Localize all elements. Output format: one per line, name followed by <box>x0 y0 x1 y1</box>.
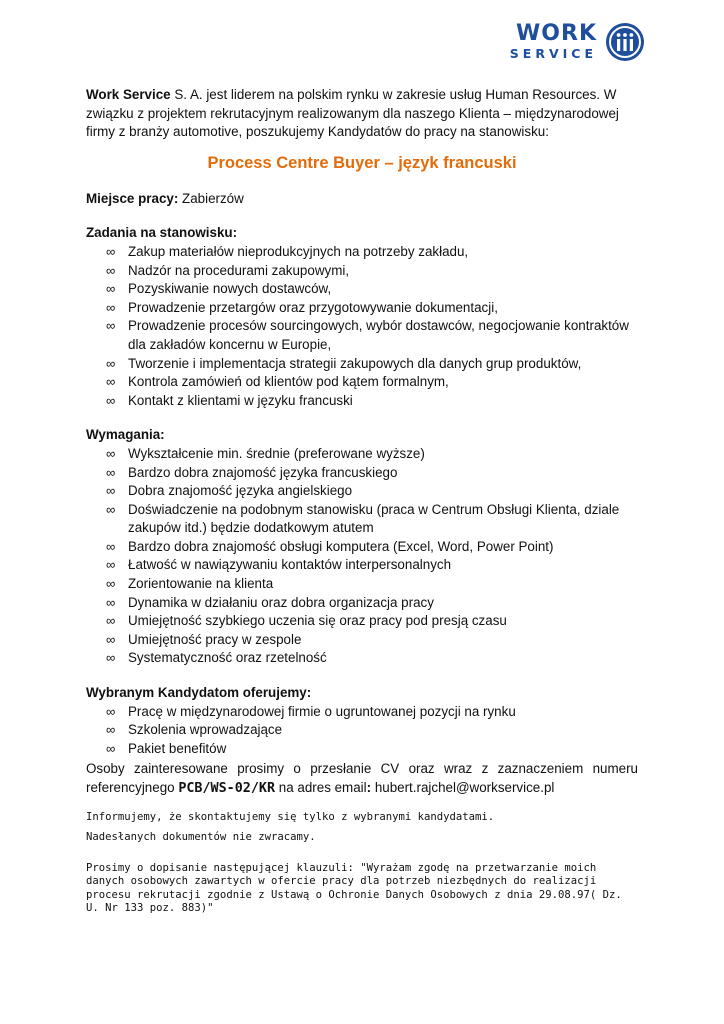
logo-badge-icon <box>605 22 645 62</box>
requirements-heading: Wymagania: <box>86 427 165 443</box>
list-item: ∞ Pozyskiwanie nowych dostawców, <box>86 280 638 299</box>
logo-text-service: SERVICE <box>509 46 597 61</box>
infinity-bullet-icon: ∞ <box>106 594 116 610</box>
infinity-bullet-icon: ∞ <box>106 281 116 297</box>
infinity-bullet-icon: ∞ <box>106 501 116 517</box>
list-item: ∞ Umiejętność pracy w zespole <box>86 631 638 650</box>
infinity-bullet-icon: ∞ <box>106 445 116 461</box>
infinity-bullet-icon: ∞ <box>106 243 116 259</box>
list-item: ∞ Kontrola zamówień od klientów pod kątem formalnym, <box>86 373 638 392</box>
list-item: ∞ Dobra znajomość języka angielskiego <box>86 482 638 501</box>
offer-heading: Wybranym Kandydatom oferujemy: <box>86 685 312 701</box>
infinity-bullet-icon: ∞ <box>106 613 116 629</box>
list-item: ∞ Bardzo dobra znajomość języka francuskiego <box>86 464 638 483</box>
reference-number: PCB/WS-02/KR <box>178 781 276 796</box>
list-item: ∞ Zorientowanie na klienta <box>86 575 638 594</box>
logo-text-work: WORK <box>516 21 597 46</box>
location-line <box>86 190 638 209</box>
document-body <box>86 86 638 916</box>
list-item: ∞ Systematyczność oraz rzetelność <box>86 649 638 668</box>
intro-paragraph <box>86 86 638 142</box>
infinity-bullet-icon: ∞ <box>106 703 116 719</box>
infinity-bullet-icon: ∞ <box>106 557 116 573</box>
company-name: Work Service <box>86 87 171 102</box>
list-item: ∞ Prowadzenie przetargów oraz przygotowywanie dokumentacji, <box>86 299 638 318</box>
infinity-bullet-icon: ∞ <box>106 299 116 315</box>
list-item: ∞ Bardzo dobra znajomość obsługi komputera (Excel, Word, Power Point) <box>86 538 638 557</box>
offer-list <box>86 703 638 759</box>
infinity-bullet-icon: ∞ <box>106 576 116 592</box>
infinity-bullet-icon: ∞ <box>106 722 116 738</box>
documents-note: Nadesłanych dokumentów nie zwracamy. <box>86 831 316 844</box>
list-item: ∞ Pracę w międzynarodowej firmie o ugruntowanej pozycji na rynku <box>86 703 638 722</box>
infinity-bullet-icon: ∞ <box>106 464 116 480</box>
infinity-bullet-icon: ∞ <box>106 650 116 666</box>
list-item: ∞ Prowadzenie procesów sourcingowych, wybór dostawców, negocjowanie kontraktów dla zakładów koncernu w Europie, <box>106 318 629 352</box>
contact-note: Informujemy, że skontaktujemy się tylko z wybranymi kandydatami. <box>86 810 495 823</box>
infinity-bullet-icon: ∞ <box>106 392 116 408</box>
infinity-bullet-icon: ∞ <box>106 355 116 371</box>
infinity-bullet-icon: ∞ <box>106 318 116 334</box>
tasks-list <box>86 243 638 410</box>
infinity-bullet-icon: ∞ <box>106 374 116 390</box>
infinity-bullet-icon: ∞ <box>106 740 116 756</box>
infinity-bullet-icon: ∞ <box>106 631 116 647</box>
infinity-bullet-icon: ∞ <box>106 483 116 499</box>
list-item: ∞ Tworzenie i implementacja strategii zakupowych dla danych grup produktów, <box>86 355 638 374</box>
contact-email: hubert.rajchel@workservice.pl <box>371 780 555 795</box>
list-item: ∞ Łatwość w nawiązywaniu kontaktów interpersonalnych <box>86 556 638 575</box>
requirements-list <box>86 445 638 668</box>
list-item: ∞ Dynamika w działaniu oraz dobra organizacja pracy <box>86 594 638 613</box>
infinity-bullet-icon: ∞ <box>106 262 116 278</box>
intro-text: S. A. jest liderem na polskim rynku w zakresie usług Human Resources. W związku z projektem rekrutacyjnym realizowanym dla naszego Klienta – międzynarodowej firmy z branży automotive, poszukujemy Kandydatów do pracy na stanowisku: <box>86 87 619 140</box>
apply-paragraph: Osoby zainteresowane prosimy o przesłanie CV oraz wraz z zaznaczeniem numeru referencyjnego PCB/WS-02/KR na adres email: hubert.rajchel@workservice.pl <box>86 761 638 796</box>
job-title: Process Centre Buyer – język francuski <box>207 153 517 172</box>
company-logo <box>505 20 647 66</box>
list-item: ∞ Szkolenia wprowadzające <box>86 721 638 740</box>
location-value: Zabierzów <box>178 190 244 206</box>
privacy-clause: Prosimy o dopisanie następującej klauzuli: "Wyrażam zgodę na przetwarzanie moich danych osobowych zawartych w ofercie pracy dla potrzeb niezbędnych do realizacji procesu rekrutacji zgodnie z Ustawą o Ochronie Danych Osobowych z dnia 29.08.97( Dz. U. Nr 133 poz. 883)" <box>86 861 622 915</box>
location-label: Miejsce pracy: <box>86 190 179 206</box>
list-item: ∞ Zakup materiałów nieprodukcyjnych na potrzeby zakładu, <box>86 243 638 262</box>
list-item: ∞ Wykształcenie min. średnie (preferowane wyższe) <box>86 445 638 464</box>
infinity-bullet-icon: ∞ <box>106 538 116 554</box>
tasks-heading: Zadania na stanowisku: <box>86 225 238 241</box>
list-item: ∞ Doświadczenie na podobnym stanowisku (praca w Centrum Obsługi Klienta, dziale zakupów itd.) będzie dodatkowym atutem <box>106 501 620 536</box>
list-item: ∞ Kontakt z klientami w języku francuski <box>86 392 638 411</box>
list-item: ∞ Pakiet benefitów <box>86 740 638 759</box>
list-item: ∞ Umiejętność szybkiego uczenia się oraz pracy pod presją czasu <box>86 612 638 631</box>
list-item: ∞ Nadzór na procedurami zakupowymi, <box>86 262 638 281</box>
